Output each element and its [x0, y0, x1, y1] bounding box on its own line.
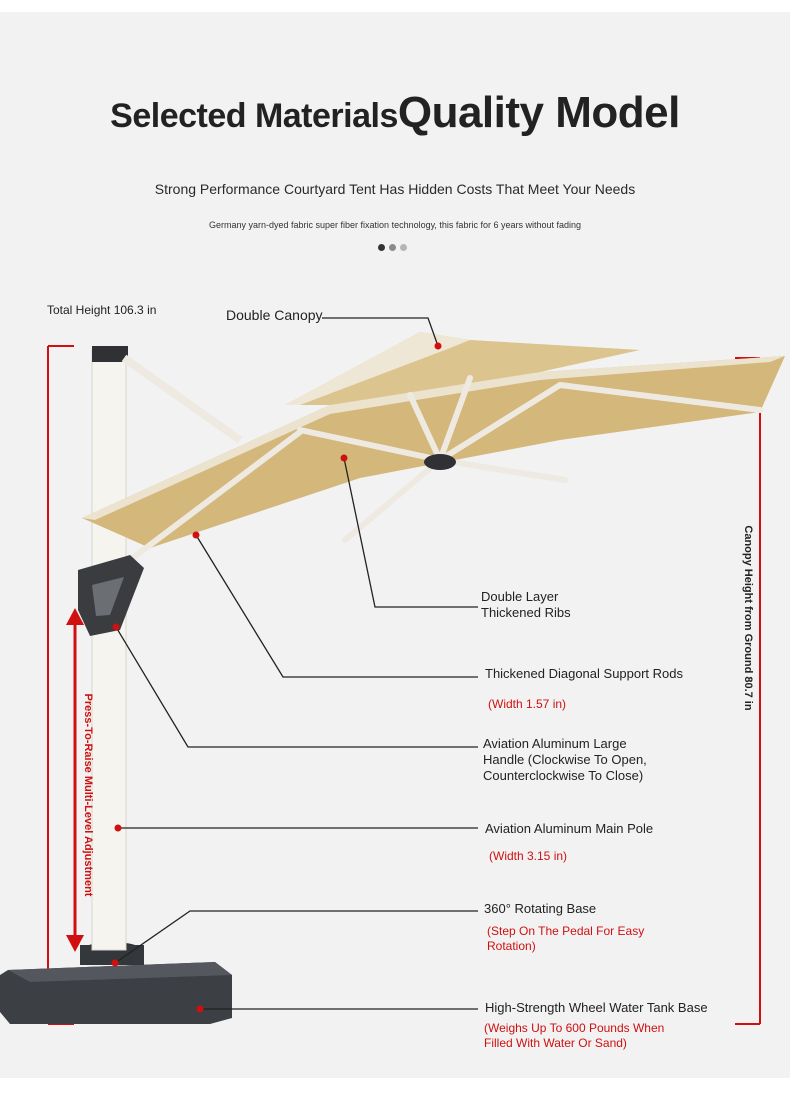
ribs-label-1: Double Layer	[481, 589, 559, 604]
tank-note-1: (Weighs Up To 600 Pounds When	[484, 1021, 665, 1035]
total-height-label: Total Height 106.3 in	[47, 303, 157, 317]
handle-label-2: Handle (Clockwise To Open,	[483, 752, 647, 767]
rib-hub	[424, 454, 456, 470]
base-note-1: (Step On The Pedal For Easy	[487, 924, 645, 938]
pole-label: Aviation Aluminum Main Pole	[485, 821, 654, 836]
handle-label-1: Aviation Aluminum Large	[483, 736, 627, 751]
main-pole	[92, 346, 128, 950]
base-note-2: Rotation)	[487, 939, 536, 953]
rods-label: Thickened Diagonal Support Rods	[485, 666, 684, 681]
double-canopy-label: Double Canopy	[226, 307, 323, 323]
title-part-1: Selected Materials	[110, 97, 398, 135]
fabric-note: Germany yarn-dyed fabric super fiber fixation technology, this fabric for 6 years without fading	[208, 220, 581, 230]
rods-width-label: (Width 1.57 in)	[488, 697, 567, 711]
canopy-height-label: Canopy Height from Ground 80.7 in	[742, 525, 754, 711]
top-support-arm	[124, 358, 240, 440]
water-tank-base	[0, 942, 232, 1024]
adjustment-label: Press-To-Raise Multi-Level Adjustment	[82, 693, 94, 897]
ribs-label-2: Thickened Ribs	[481, 605, 571, 620]
title-part-2: Quality Model	[397, 88, 680, 137]
total-height-bracket	[48, 346, 74, 1024]
subtitle: Strong Performance Courtyard Tent Has Hidden Costs That Meet Your Needs	[154, 181, 636, 197]
base-label: 360° Rotating Base	[484, 901, 597, 916]
tank-note-2: Filled With Water Or Sand)	[484, 1036, 627, 1050]
tank-label: High-Strength Wheel Water Tank Base	[485, 1000, 708, 1015]
pole-width-label: (Width 3.15 in)	[489, 849, 568, 863]
handle-label-3: Counterclockwise To Close)	[483, 768, 644, 783]
